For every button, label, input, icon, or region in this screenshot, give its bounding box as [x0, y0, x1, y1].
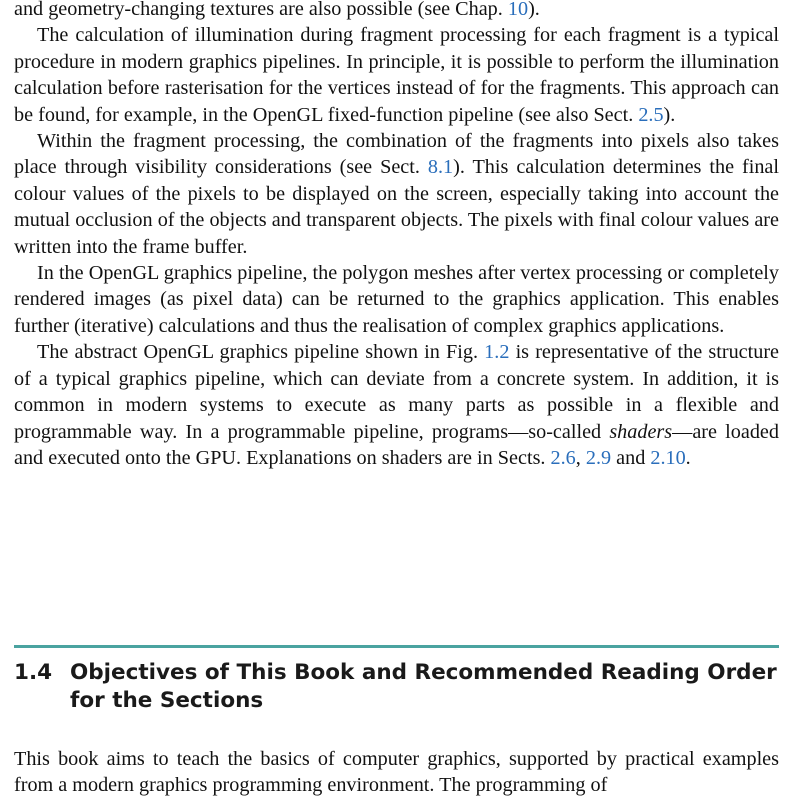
- paragraph: [14, 339, 779, 471]
- cross-reference-link[interactable]: 8.1: [427, 156, 454, 179]
- paragraph: [14, 0, 779, 22]
- text-run: ).: [663, 103, 676, 126]
- section-title: Objectives of This Book and Recommended Reading Order for the Sections: [70, 660, 777, 713]
- text-run: ).: [528, 0, 540, 20]
- text-run: The abstract OpenGL graphics pipeline shown in Fig.: [37, 341, 485, 364]
- text-run: In the OpenGL graphics pipeline, the polygon meshes after vertex processing or completely rendered images (as pixel data) can be returned to the graphics application. This enables further (iterative) calculations and thus the realisation of complex graphics applications.: [14, 262, 779, 337]
- text-run: —are loaded and executed onto the GPU. Explanations on shaders are in Sects.: [14, 420, 779, 469]
- cross-reference-link[interactable]: 2.9: [585, 446, 612, 469]
- text-run: is representative of the structure of a typical graphics pipeline, which can deviate from a concrete system. In addition, it is common in modern systems to execute as many parts as possible in a flexible and programmable way. In a programmable pipeline, programs—so-called: [14, 341, 780, 443]
- cross-reference-link[interactable]: 2.6: [550, 446, 576, 469]
- emphasized-term: shaders: [609, 420, 673, 443]
- section-heading: [14, 659, 779, 715]
- cross-reference-link[interactable]: 2.5: [638, 103, 664, 126]
- section-body: [14, 746, 779, 799]
- cross-reference-link[interactable]: 10: [507, 0, 529, 20]
- section-number: 1.4: [14, 660, 53, 685]
- text-run: ,: [575, 446, 586, 469]
- text-run: The calculation of illumination during fragment processing for each fragment is a typical procedure in modern graphics pipelines. In principle, it is possible to perform the illumination calculation before rasterisation for the vertices instead of for the fragments. This approach can be found, for example, in the OpenGL fixed-function pipeline (see also Sect.: [14, 24, 779, 126]
- paragraph: [14, 128, 779, 260]
- text-run: Within the fragment processing, the combination of the fragments into pixels also takes place through visibility considerations (see Sect.: [14, 130, 779, 179]
- text-run: ). This calculation determines the final colour values of the pixels to be displayed on the screen, especially taking into account the mutual occlusion of the objects and transparent objects. The pixels with final colour values are written into the frame buffer.: [14, 156, 779, 258]
- paragraph: [14, 260, 779, 339]
- section-paragraph: This book aims to teach the basics of computer graphics, supported by practical examples from a modern graphics programming environment. The programming of: [14, 748, 779, 797]
- text-run: .: [685, 446, 691, 469]
- paragraph: [14, 22, 779, 128]
- body-text: [14, 0, 779, 471]
- text-run: and: [611, 446, 651, 469]
- cross-reference-link[interactable]: 1.2: [484, 341, 510, 364]
- text-run: and geometry-changing textures are also possible (see Chap.: [14, 0, 508, 20]
- section-rule: [14, 645, 779, 648]
- cross-reference-link[interactable]: 2.10: [650, 446, 686, 469]
